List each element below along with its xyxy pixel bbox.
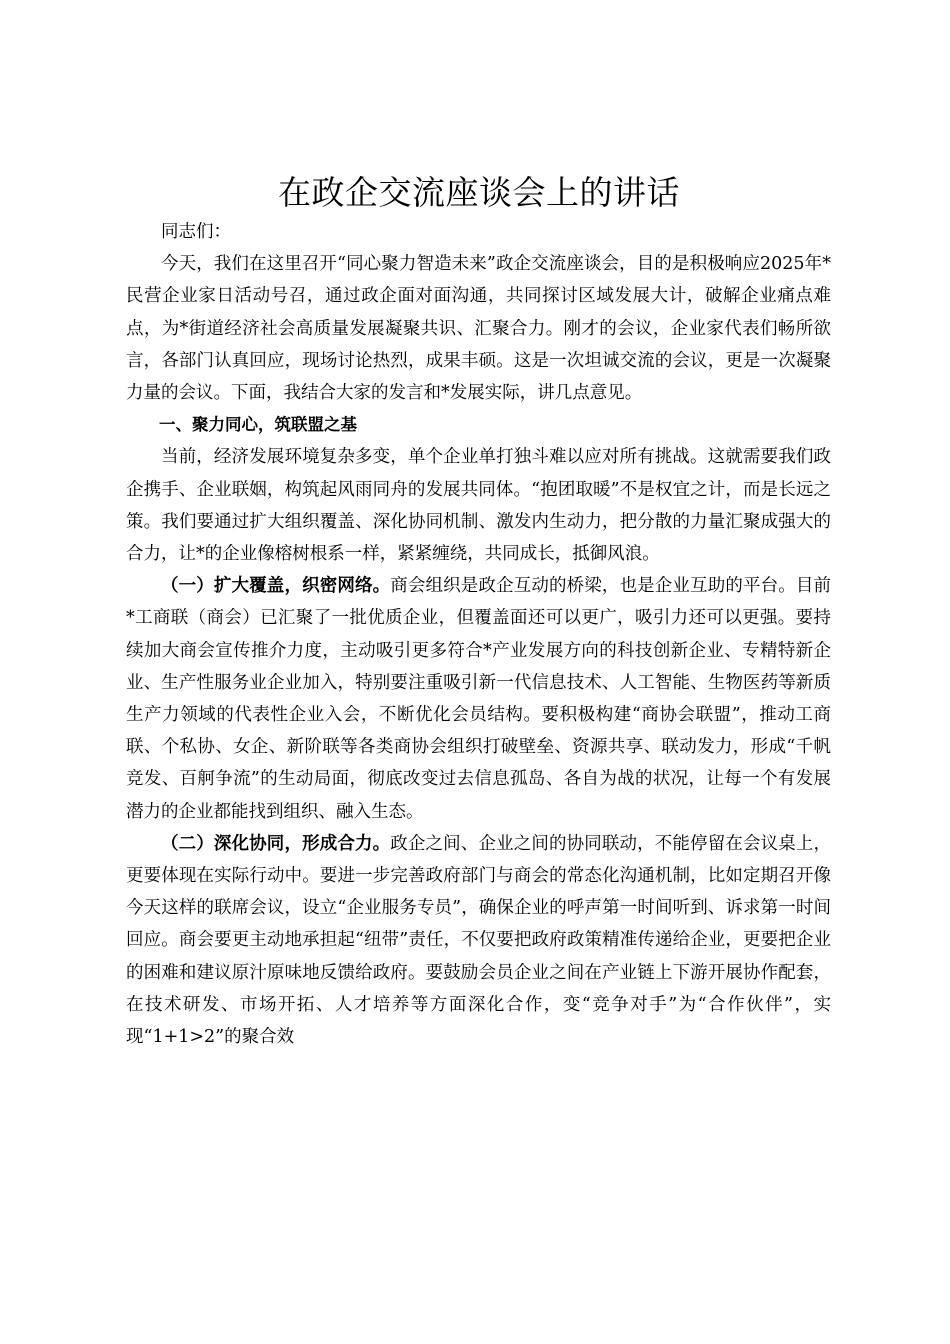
point-2-paragraph (126, 828, 831, 1053)
point-2-lead: （二）深化协同，形成合力。 (161, 833, 391, 854)
section-1-paragraph: 当前，经济发展环境复杂多变，单个企业单打独斗难以应对所有挑战。这就需要我们政企携手、企业联姻，构筑起风雨同舟的发展共同体。“抱团取暖”不是权宜之计，而是长远之策。我们要通过扩大组织覆盖、深化协同机制、激发内生动力，把分散的力量汇聚成强大的合力，让*的企业像榕树根系一样，紧紧缠绕，共同成长，抵御风浪。 (126, 447, 831, 565)
point-1-text: 商会组织是政企互动的桥梁，也是企业互助的平台。目前*工商联（商会）已汇聚了一批优质企业，但覆盖面还可以更广，吸引力还可以更强。要持续加大商会宣传推介力度，主动吸引更多符合*产业发展方向的科技创新企业、专精特新企业、生产性服务业企业加入，特别要注重吸引新一代信息技术、人工智能、生物医药等新质生产力领域的代表性企业入会，不断优化会员结构。要积极构建“商协会联盟”，推动工商联、个私协、女企、新阶联等各类商协会组织打破壁垒、资源共享、联动发力，形成“千帆竞发、百舸争流”的生动局面，彻底改变过去信息孤岛、各自为战的状况，让每一个有发展潜力的企业都能找到组织、融入生态。 (126, 576, 832, 822)
section-heading-1: 一、聚力同心，筑联盟之基 (159, 415, 357, 435)
document-body (126, 216, 831, 1053)
document-title: 在政企交流座谈会上的讲话 (278, 173, 680, 212)
salutation: 同志们： (161, 222, 231, 242)
point-1-paragraph (126, 570, 831, 828)
point-1-lead: （一）扩大覆盖，织密网络。 (161, 576, 391, 597)
intro-paragraph: 今天，我们在这里召开“同心聚力智造未来”政企交流座谈会，目的是积极响应2025年*民营企业家日活动号召，通过政企面对面沟通，共同探讨区域发展大计，破解企业痛点难点，为*街道经济社会高质量发展凝聚共识、汇聚合力。刚才的会议，企业家代表们畅所欲言，各部门认真回应，现场讨论热烈，成果丰硕。这是一次坦诚交流的会议，更是一次凝聚力量的会议。下面，我结合大家的发言和*发展实际，讲几点意见。 (126, 254, 831, 404)
point-2-text: 政企之间、企业之间的协同联动，不能停留在会议桌上，更要体现在实际行动中。要进一步完善政府部门与商会的常态化沟通机制，比如定期召开像今天这样的联席会议，设立“企业服务专员”，确保企业的呼声第一时间听到、诉求第一时间回应。商会要更主动地承担起“纽带”责任，不仅要把政府政策精准传递给企业，更要把企业的困难和建议原汁原味地反馈给政府。要鼓励会员企业之间在产业链上下游开展协作配套，在技术研发、市场开拓、人才培养等方面深化合作，变“竞争对手”为“合作伙伴”，实现“1+1>2”的聚合效 (126, 833, 832, 1048)
